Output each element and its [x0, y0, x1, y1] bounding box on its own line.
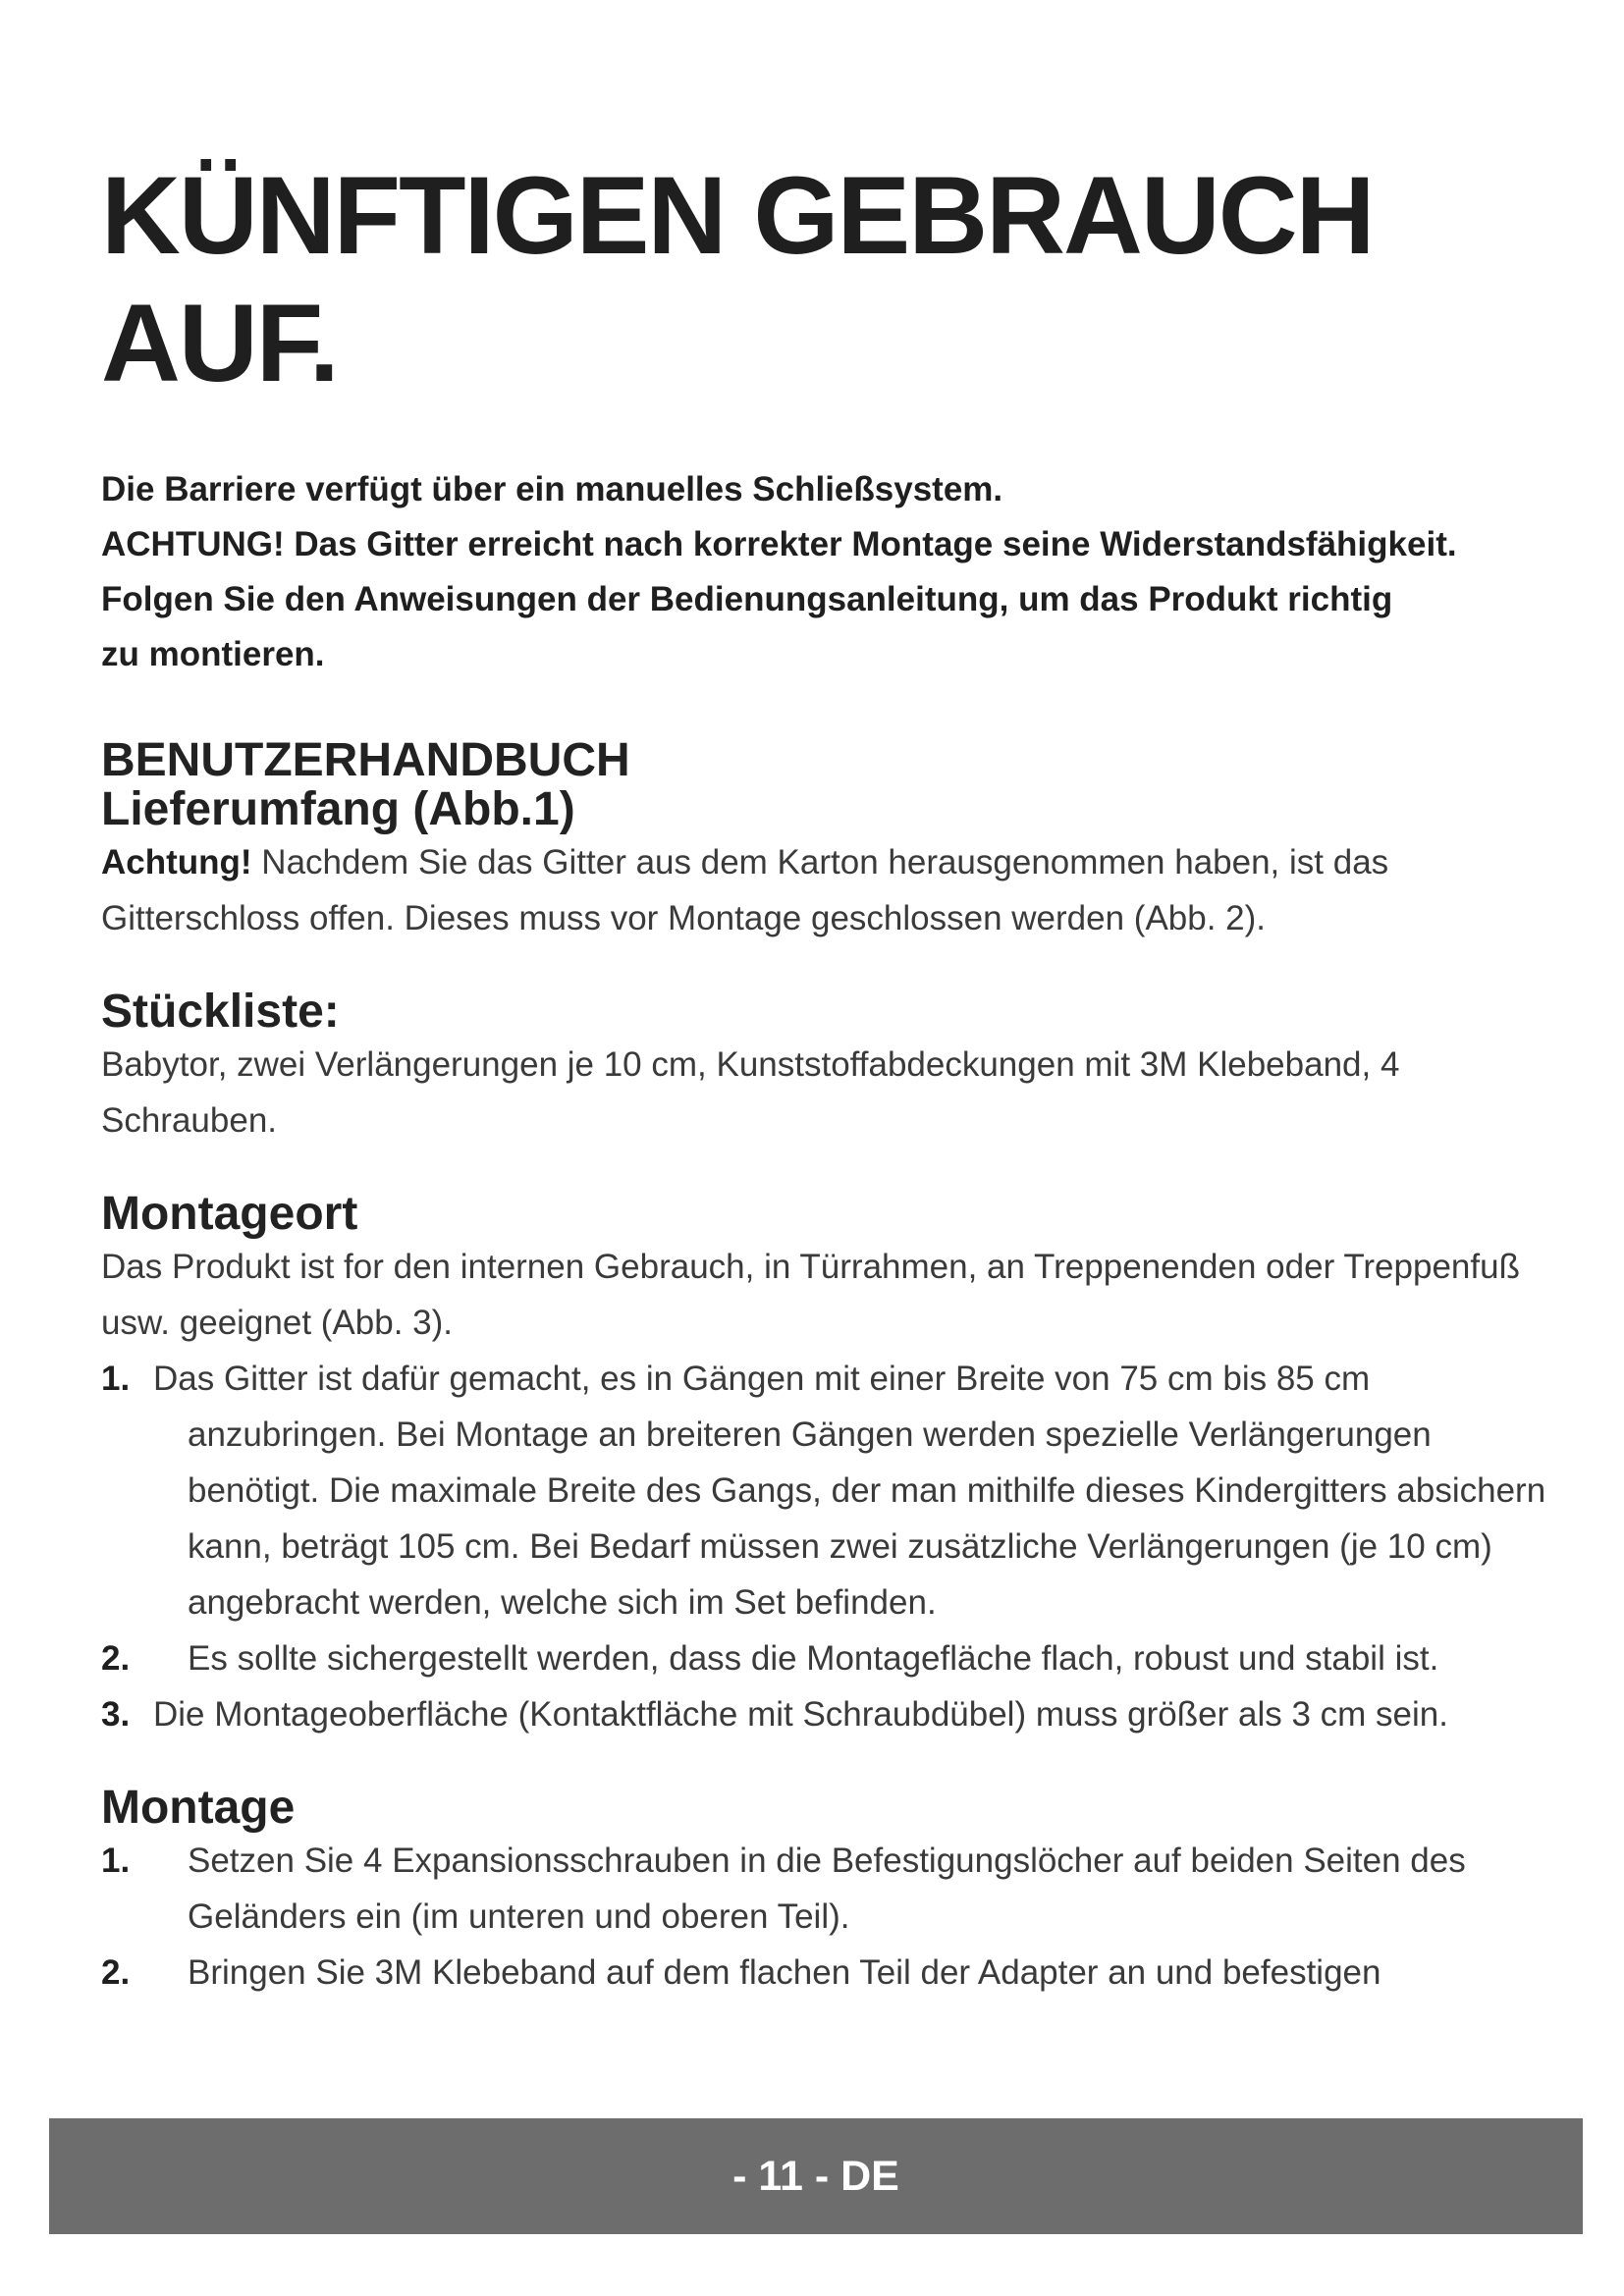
location-heading: Montageort [101, 1188, 358, 1240]
intro-line: Folgen Sie den Anweisungen der Bedienungsanleitung, um das Produkt richtig [101, 580, 1393, 618]
intro-line: Die Barriere verfügt über ein manuelles Schließsystem. [101, 470, 1003, 508]
step-text: Es sollte sichergestellt werden, dass die Montagefläche flach, robust und stabil ist. [188, 1639, 1439, 1678]
parts-heading: Stückliste: [101, 986, 340, 1038]
intro-line: ACHTUNG! Das Gitter erreicht nach korrekter Montage seine Widerstandsfähigkeit. [101, 525, 1457, 563]
manual-section [101, 736, 1554, 946]
location-text: Das Produkt ist for den internen Gebrauch, in Türrahmen, an Treppenenden oder Treppenfuß usw. geeignet (Abb. 3). [101, 1248, 1520, 1342]
step-text: Setzen Sie 4 Expansionsschrauben in die Befestigungslöcher auf beiden Seiten des Geländers ein (im unteren und oberen Teil). [188, 1842, 1466, 1936]
intro-line: zu montieren. [101, 635, 325, 673]
intro-notice [101, 462, 1554, 682]
page-number: - 11 - DE [732, 2152, 899, 2200]
location-steps [101, 1351, 1554, 1742]
delivery-heading: Lieferumfang (Abb.1) [101, 783, 575, 835]
page-content [101, 152, 1554, 2001]
list-item [101, 1686, 1554, 1742]
step-text: Das Gitter ist dafür gemacht, es in Gängen mit einer Breite von 75 cm bis 85 cm anzubringen. Bei Montage an breiteren Gängen werden spezielle Verlängerungen benötigt. Die maximale Breite des Gangs, der man mithilfe dieses Kindergitters absichern kann, beträgt 105 cm. Bei Bedarf müssen zwei zusätzliche Verlängerungen (je 10 cm) angebracht werden, welche sich im Set befinden. [153, 1360, 1546, 1622]
manual-heading: BENUTZERHANDBUCH [101, 734, 630, 786]
warning-text: Nachdem Sie das Gitter aus dem Karton herausgenommen haben, ist das Gitterschloss offen. Dieses muss vor Montage geschlossen werden (Abb. 2). [101, 843, 1389, 937]
list-item [101, 1351, 1554, 1630]
parts-section [101, 988, 1554, 1148]
list-item [101, 1630, 1554, 1686]
step-text: Die Montageoberfläche (Kontaktfläche mit Schraubdübel) muss größer als 3 cm sein. [153, 1695, 1448, 1734]
page-footer [49, 2118, 1583, 2234]
list-item [101, 1945, 1554, 2001]
assembly-section [101, 1784, 1554, 2001]
step-number: 2. [101, 1639, 131, 1678]
step-number: 1. [101, 1360, 131, 1398]
warning-label: Achtung! [101, 843, 252, 881]
list-item [101, 1833, 1554, 1945]
step-text: Bringen Sie 3M Klebeband auf dem flachen Teil der Adapter an und befestigen [188, 1953, 1381, 1992]
warning-paragraph [101, 834, 1554, 946]
location-section [101, 1190, 1554, 1742]
assembly-heading: Montage [101, 1782, 296, 1834]
step-number: 1. [101, 1842, 131, 1880]
page-title: KÜNFTIGEN GEBRAUCH AUF. [101, 154, 1374, 404]
parts-text: Babytor, zwei Verlängerungen je 10 cm, Kunststoffabdeckungen mit 3M Klebeband, 4 Schrauben. [101, 1045, 1400, 1140]
assembly-steps [101, 1833, 1554, 2001]
step-number: 3. [101, 1695, 131, 1734]
step-number: 2. [101, 1953, 131, 1992]
